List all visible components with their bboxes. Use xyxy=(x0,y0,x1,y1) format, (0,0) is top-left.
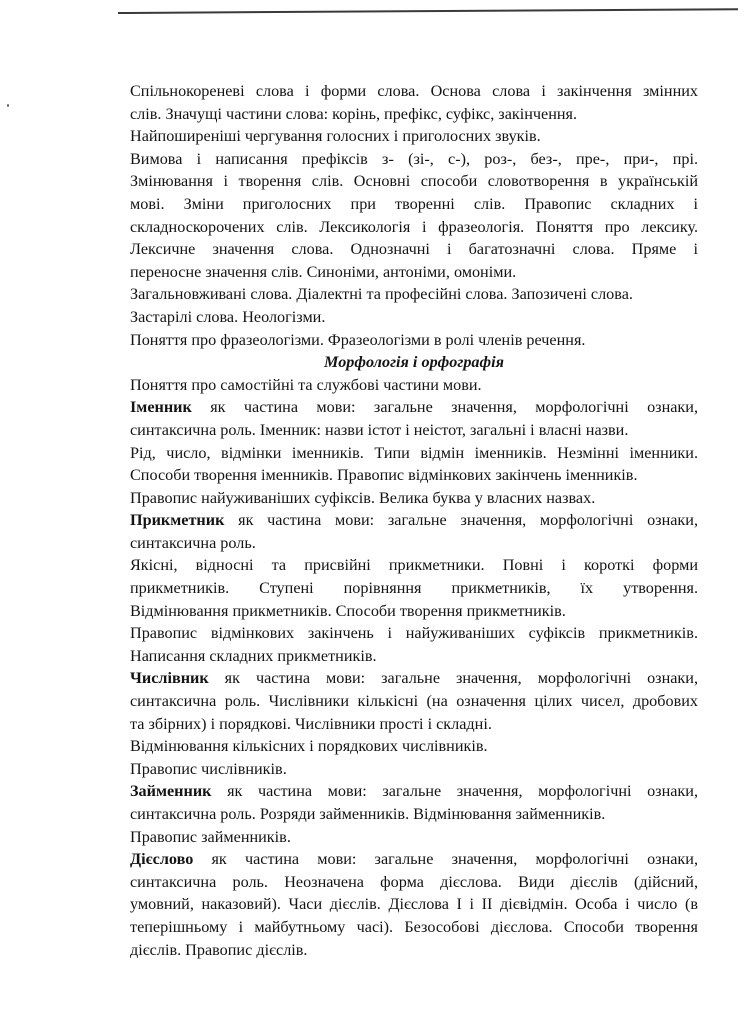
line-text: Відмінювання кількісних і порядкових числівників. xyxy=(130,737,488,756)
line-text: як частина мови: загальне значення, морфологічні ознаки, xyxy=(224,511,698,530)
text-line xyxy=(130,103,698,126)
line-text: Відмінювання прикметників. Способи творення прикметників. xyxy=(130,601,566,620)
text-line xyxy=(130,487,698,510)
line-text: Загальновживані слова. Діалектні та професійні слова. Запозичені слова. xyxy=(130,285,633,304)
line-text: Якісні, відносні та присвійні прикметники. Повні і короткі форми xyxy=(130,556,698,575)
line-text: слів. Значущі частини слова: корінь, префікс, суфікс, закінчення. xyxy=(130,104,578,123)
scan-edge-line xyxy=(118,8,738,14)
line-text: Правопис відмінкових закінчень і найуживаніших суфіксів прикметників. xyxy=(130,624,698,643)
text-line xyxy=(130,125,698,148)
text-line xyxy=(130,780,698,803)
text-line xyxy=(130,735,698,758)
text-line xyxy=(130,374,698,397)
line-text: як частина мови: загальне значення, морфологічні ознаки, xyxy=(191,398,698,417)
line-text: синтаксична роль. Числівники кількісні (на означення цілих чисел, дробових xyxy=(130,692,698,711)
text-line xyxy=(130,893,698,916)
top-paragraphs xyxy=(130,80,698,351)
text-line xyxy=(130,600,698,623)
line-text: Поняття про самостійні та службові частини мови. xyxy=(130,375,482,394)
text-line xyxy=(130,871,698,894)
line-text: дієслів. Правопис дієслів. xyxy=(130,940,308,959)
line-text: Правопис числівників. xyxy=(130,759,287,778)
line-text: Лексичне значення слова. Однозначні і багатозначні слова. Пряме і xyxy=(130,240,698,259)
text-line xyxy=(130,645,698,668)
text-line xyxy=(130,532,698,555)
line-text: Найпоширеніші чергування голосних і приголосних звуків. xyxy=(130,127,541,146)
section-heading: Морфологія і орфографія xyxy=(324,353,504,372)
term-bold: Дієслово xyxy=(130,850,194,869)
text-line xyxy=(130,80,698,103)
text-line xyxy=(130,216,698,239)
text-line xyxy=(130,916,698,939)
text-line xyxy=(130,848,698,871)
line-text: синтаксична роль. Іменник: назви істот і неістот, загальні і власні назви. xyxy=(130,420,629,439)
term-bold: Числівник xyxy=(130,669,209,688)
line-text: Змінювання і творення слів. Основні способи словотворення в українській xyxy=(130,172,698,191)
text-line xyxy=(130,283,698,306)
line-text: як частина мови: загальне значення, морфологічні ознаки, xyxy=(193,850,698,869)
line-text: Способи творення іменників. Правопис відмінкових закінчень іменників. xyxy=(130,466,638,485)
text-line xyxy=(130,148,698,171)
text-line xyxy=(130,238,698,261)
line-text: мові. Зміни приголосних при творенні слів. Правопис складних і xyxy=(130,194,698,213)
scan-speck xyxy=(7,104,9,107)
line-text: Правопис займенників. xyxy=(130,827,291,846)
text-line xyxy=(130,442,698,465)
text-line xyxy=(130,193,698,216)
text-line xyxy=(130,329,698,352)
text-line xyxy=(130,464,698,487)
text-line xyxy=(130,667,698,690)
text-line xyxy=(130,758,698,781)
line-text: як частина мови: загальне значення, морфологічні ознаки, xyxy=(208,669,698,688)
line-text: та збірних) і порядкові. Числівники прості і складні. xyxy=(130,714,492,733)
text-line xyxy=(130,509,698,532)
line-text: Спільнокореневі слова і форми слова. Основа слова і закінчення змінних xyxy=(130,82,698,100)
text-line xyxy=(130,396,698,419)
line-text: переносне значення слів. Синоніми, антоніми, омоніми. xyxy=(130,262,517,281)
text-line xyxy=(130,261,698,284)
line-text: теперішньому і майбутньому часі). Безособові дієслова. Способи творення xyxy=(130,917,698,936)
text-line xyxy=(130,803,698,826)
line-text: складноскорочених слів. Лексикологія і фразеологія. Поняття про лексику. xyxy=(130,217,698,236)
term-bold: Прикметник xyxy=(130,511,225,530)
text-line xyxy=(130,690,698,713)
term-bold: Займенник xyxy=(130,782,212,801)
line-text: синтаксична роль. Розряди займенників. Відмінювання займенників. xyxy=(130,805,606,823)
term-bold: Іменник xyxy=(130,398,192,417)
line-text: Поняття про фразеологізми. Фразеологізми в ролі членів речення. xyxy=(130,330,586,349)
text-line xyxy=(130,826,698,849)
text-line xyxy=(130,554,698,577)
text-line xyxy=(130,622,698,645)
line-text: синтаксична роль. xyxy=(130,533,256,552)
text-line xyxy=(130,419,698,442)
text-line xyxy=(130,170,698,193)
line-text: синтаксична роль. Неозначена форма дієслова. Види дієслів (дійсний, xyxy=(130,872,698,891)
text-line xyxy=(130,306,698,329)
line-text: Вимова і написання префіксів з- (зі-, с-), роз-, без-, пре-, при-, прі. xyxy=(130,149,698,168)
text-line xyxy=(130,577,698,600)
line-text: умовний, наказовий). Часи дієслів. Дієслова I і II дієвідмін. Особа і число (в xyxy=(130,895,698,914)
line-text: Застарілі слова. Неологізми. xyxy=(130,307,326,326)
line-text: Написання складних прикметників. xyxy=(130,646,377,665)
document-body xyxy=(130,80,698,961)
text-line xyxy=(130,713,698,736)
line-text: Правопис найуживаніших суфіксів. Велика буква у власних назвах. xyxy=(130,488,596,507)
line-text: Рід, число, відмінки іменників. Типи відмін іменників. Незмінні іменники. xyxy=(130,443,698,462)
morphology-paragraphs xyxy=(130,374,698,961)
line-text: як частина мови: загальне значення, морфологічні ознаки, xyxy=(211,782,698,801)
line-text: прикметників. Ступені порівняння прикметників, їх утворення. xyxy=(130,579,698,598)
text-line xyxy=(130,939,698,962)
